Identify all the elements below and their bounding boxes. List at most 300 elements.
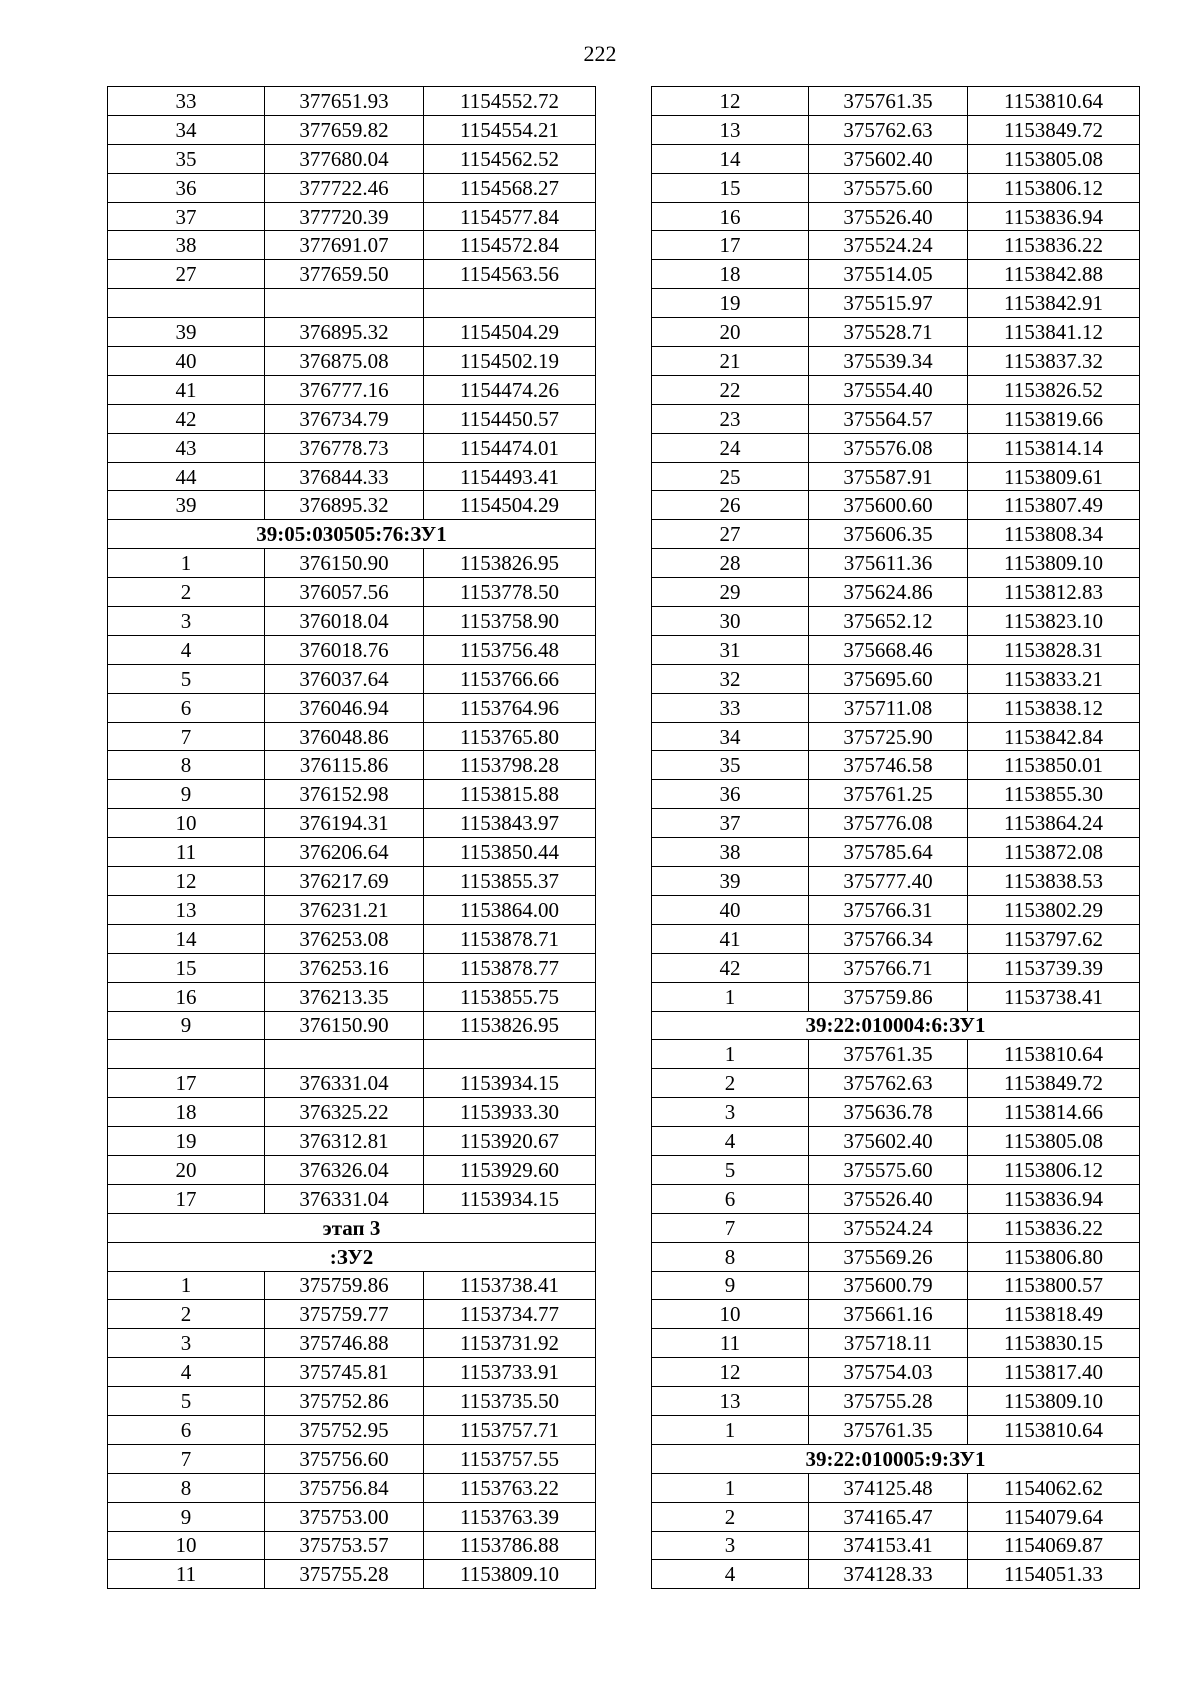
x-coordinate-cell: 376895.32 bbox=[265, 491, 424, 520]
y-coordinate-cell: 1154562.52 bbox=[424, 144, 596, 173]
point-number-cell: 4 bbox=[652, 1560, 809, 1589]
y-coordinate-cell: 1154474.01 bbox=[424, 433, 596, 462]
point-number-cell: 30 bbox=[652, 607, 809, 636]
y-coordinate-cell: 1153864.00 bbox=[424, 895, 596, 924]
x-coordinate-cell: 375761.35 bbox=[809, 1415, 968, 1444]
table-row bbox=[652, 347, 1140, 376]
x-coordinate-cell: 377659.50 bbox=[265, 260, 424, 289]
x-coordinate-cell: 375575.60 bbox=[809, 173, 968, 202]
point-number-cell: 33 bbox=[652, 693, 809, 722]
y-coordinate-cell: 1153842.88 bbox=[968, 260, 1140, 289]
y-coordinate-cell: 1153764.96 bbox=[424, 693, 596, 722]
table-row bbox=[108, 404, 596, 433]
x-coordinate-cell: 375746.88 bbox=[265, 1329, 424, 1358]
table-row bbox=[652, 231, 1140, 260]
x-coordinate-cell: 376777.16 bbox=[265, 375, 424, 404]
table-row bbox=[652, 404, 1140, 433]
x-coordinate-cell: 375526.40 bbox=[809, 202, 968, 231]
y-coordinate-cell: 1154572.84 bbox=[424, 231, 596, 260]
table-row bbox=[108, 693, 596, 722]
x-coordinate-cell: 375754.03 bbox=[809, 1358, 968, 1387]
table-row bbox=[652, 1069, 1140, 1098]
y-coordinate-cell: 1154450.57 bbox=[424, 404, 596, 433]
x-coordinate-cell: 375652.12 bbox=[809, 607, 968, 636]
x-coordinate-cell: 375600.79 bbox=[809, 1271, 968, 1300]
x-coordinate-cell: 376325.22 bbox=[265, 1098, 424, 1127]
y-coordinate-cell: 1153805.08 bbox=[968, 1127, 1140, 1156]
point-number-cell: 11 bbox=[652, 1329, 809, 1358]
table-row bbox=[652, 578, 1140, 607]
y-coordinate-cell: 1153819.66 bbox=[968, 404, 1140, 433]
y-coordinate-cell: 1153757.55 bbox=[424, 1444, 596, 1473]
table-row bbox=[108, 1040, 596, 1069]
x-coordinate-cell: 375766.34 bbox=[809, 924, 968, 953]
point-number-cell: 32 bbox=[652, 664, 809, 693]
table-row bbox=[652, 1271, 1140, 1300]
x-coordinate-cell: 376115.86 bbox=[265, 751, 424, 780]
point-number-cell: 12 bbox=[652, 87, 809, 116]
point-number-cell: 38 bbox=[652, 838, 809, 867]
y-coordinate-cell: 1154079.64 bbox=[968, 1502, 1140, 1531]
table-row bbox=[108, 1069, 596, 1098]
y-coordinate-cell: 1153812.83 bbox=[968, 578, 1140, 607]
point-number-cell: 4 bbox=[108, 1358, 265, 1387]
point-number-cell bbox=[108, 289, 265, 318]
y-coordinate-cell: 1153817.40 bbox=[968, 1358, 1140, 1387]
point-number-cell: 7 bbox=[108, 1444, 265, 1473]
table-row bbox=[652, 1155, 1140, 1184]
x-coordinate-cell: 376152.98 bbox=[265, 780, 424, 809]
point-number-cell: 25 bbox=[652, 462, 809, 491]
x-coordinate-cell: 376057.56 bbox=[265, 578, 424, 607]
table-row bbox=[652, 635, 1140, 664]
x-coordinate-cell: 376217.69 bbox=[265, 867, 424, 896]
x-coordinate-cell: 375759.86 bbox=[809, 982, 968, 1011]
table-row bbox=[652, 693, 1140, 722]
y-coordinate-cell: 1154502.19 bbox=[424, 347, 596, 376]
x-coordinate-cell: 376048.86 bbox=[265, 722, 424, 751]
point-number-cell: 3 bbox=[652, 1098, 809, 1127]
table-row bbox=[652, 173, 1140, 202]
table-row bbox=[652, 838, 1140, 867]
table-row bbox=[652, 375, 1140, 404]
x-coordinate-cell: 376253.08 bbox=[265, 924, 424, 953]
table-row bbox=[108, 1502, 596, 1531]
table-row bbox=[108, 115, 596, 144]
x-coordinate-cell: 374125.48 bbox=[809, 1473, 968, 1502]
point-number-cell: 26 bbox=[652, 491, 809, 520]
table-row bbox=[652, 1473, 1140, 1502]
table-row bbox=[108, 1415, 596, 1444]
table-row bbox=[652, 722, 1140, 751]
y-coordinate-cell: 1153806.12 bbox=[968, 1155, 1140, 1184]
point-number-cell: 31 bbox=[652, 635, 809, 664]
y-coordinate-cell: 1153809.10 bbox=[968, 1387, 1140, 1416]
table-row bbox=[108, 173, 596, 202]
table-row bbox=[108, 1155, 596, 1184]
point-number-cell: 39 bbox=[108, 491, 265, 520]
section-header-row bbox=[108, 1213, 596, 1242]
x-coordinate-cell: 375515.97 bbox=[809, 289, 968, 318]
point-number-cell: 37 bbox=[652, 809, 809, 838]
table-row bbox=[652, 318, 1140, 347]
x-coordinate-cell: 375624.86 bbox=[809, 578, 968, 607]
table-row bbox=[108, 231, 596, 260]
point-number-cell: 1 bbox=[652, 1040, 809, 1069]
y-coordinate-cell: 1153810.64 bbox=[968, 87, 1140, 116]
table-row bbox=[652, 1358, 1140, 1387]
section-header-row bbox=[108, 1242, 596, 1271]
section-header: 39:05:030505:76:ЗУ1 bbox=[108, 520, 596, 549]
y-coordinate-cell: 1153836.22 bbox=[968, 231, 1140, 260]
y-coordinate-cell: 1153826.95 bbox=[424, 1011, 596, 1040]
section-header: 39:22:010005:9:ЗУ1 bbox=[652, 1444, 1140, 1473]
y-coordinate-cell: 1153842.84 bbox=[968, 722, 1140, 751]
x-coordinate-cell: 375752.86 bbox=[265, 1387, 424, 1416]
table-row bbox=[652, 289, 1140, 318]
point-number-cell: 1 bbox=[108, 1271, 265, 1300]
x-coordinate-cell: 376213.35 bbox=[265, 982, 424, 1011]
y-coordinate-cell: 1153838.53 bbox=[968, 867, 1140, 896]
table-row bbox=[652, 1098, 1140, 1127]
x-coordinate-cell: 375661.16 bbox=[809, 1300, 968, 1329]
table-row bbox=[108, 982, 596, 1011]
table-row bbox=[652, 1531, 1140, 1560]
table-row bbox=[108, 202, 596, 231]
point-number-cell: 34 bbox=[108, 115, 265, 144]
table-row bbox=[652, 462, 1140, 491]
point-number-cell: 36 bbox=[652, 780, 809, 809]
point-number-cell: 22 bbox=[652, 375, 809, 404]
point-number-cell: 14 bbox=[108, 924, 265, 953]
section-header-row bbox=[108, 520, 596, 549]
table-row bbox=[652, 87, 1140, 116]
table-row bbox=[108, 1127, 596, 1156]
table-row bbox=[108, 1329, 596, 1358]
y-coordinate-cell: 1153800.57 bbox=[968, 1271, 1140, 1300]
y-coordinate-cell: 1153731.92 bbox=[424, 1329, 596, 1358]
point-number-cell: 7 bbox=[108, 722, 265, 751]
point-number-cell: 27 bbox=[652, 520, 809, 549]
point-number-cell: 11 bbox=[108, 1560, 265, 1589]
table-row bbox=[108, 751, 596, 780]
table-row bbox=[652, 982, 1140, 1011]
x-coordinate-cell: 375695.60 bbox=[809, 664, 968, 693]
y-coordinate-cell: 1153766.66 bbox=[424, 664, 596, 693]
table-row bbox=[108, 953, 596, 982]
x-coordinate-cell: 376326.04 bbox=[265, 1155, 424, 1184]
point-number-cell: 34 bbox=[652, 722, 809, 751]
x-coordinate-cell: 375752.95 bbox=[265, 1415, 424, 1444]
x-coordinate-cell: 376037.64 bbox=[265, 664, 424, 693]
x-coordinate-cell: 377680.04 bbox=[265, 144, 424, 173]
point-number-cell: 3 bbox=[652, 1531, 809, 1560]
table-row bbox=[108, 347, 596, 376]
section-header: 39:22:010004:6:ЗУ1 bbox=[652, 1011, 1140, 1040]
y-coordinate-cell: 1153855.30 bbox=[968, 780, 1140, 809]
point-number-cell: 19 bbox=[652, 289, 809, 318]
table-row bbox=[652, 1040, 1140, 1069]
y-coordinate-cell: 1153830.15 bbox=[968, 1329, 1140, 1358]
table-row bbox=[108, 664, 596, 693]
x-coordinate-cell: 375756.60 bbox=[265, 1444, 424, 1473]
y-coordinate-cell: 1153809.61 bbox=[968, 462, 1140, 491]
y-coordinate-cell: 1153837.32 bbox=[968, 347, 1140, 376]
point-number-cell: 1 bbox=[652, 1415, 809, 1444]
point-number-cell: 10 bbox=[652, 1300, 809, 1329]
y-coordinate-cell: 1153733.91 bbox=[424, 1358, 596, 1387]
y-coordinate-cell: 1153806.80 bbox=[968, 1242, 1140, 1271]
x-coordinate-cell: 375759.86 bbox=[265, 1271, 424, 1300]
y-coordinate-cell: 1153763.39 bbox=[424, 1502, 596, 1531]
point-number-cell: 11 bbox=[108, 838, 265, 867]
point-number-cell: 17 bbox=[652, 231, 809, 260]
x-coordinate-cell: 375753.00 bbox=[265, 1502, 424, 1531]
point-number-cell: 5 bbox=[108, 1387, 265, 1416]
point-number-cell: 16 bbox=[652, 202, 809, 231]
y-coordinate-cell: 1153850.01 bbox=[968, 751, 1140, 780]
y-coordinate-cell: 1153806.12 bbox=[968, 173, 1140, 202]
y-coordinate-cell: 1153929.60 bbox=[424, 1155, 596, 1184]
point-number-cell: 19 bbox=[108, 1127, 265, 1156]
y-coordinate-cell: 1153738.41 bbox=[424, 1271, 596, 1300]
x-coordinate-cell: 375759.77 bbox=[265, 1300, 424, 1329]
table-row bbox=[108, 1444, 596, 1473]
point-number-cell: 9 bbox=[108, 1011, 265, 1040]
point-number-cell: 8 bbox=[108, 1473, 265, 1502]
table-row bbox=[652, 1387, 1140, 1416]
section-header: :ЗУ2 bbox=[108, 1242, 596, 1271]
x-coordinate-cell: 375606.35 bbox=[809, 520, 968, 549]
y-coordinate-cell: 1153828.31 bbox=[968, 635, 1140, 664]
x-coordinate-cell: 376253.16 bbox=[265, 953, 424, 982]
x-coordinate-cell: 374165.47 bbox=[809, 1502, 968, 1531]
y-coordinate-cell: 1153850.44 bbox=[424, 838, 596, 867]
x-coordinate-cell: 376844.33 bbox=[265, 462, 424, 491]
y-coordinate-cell: 1153802.29 bbox=[968, 895, 1140, 924]
x-coordinate-cell: 374128.33 bbox=[809, 1560, 968, 1589]
y-coordinate-cell: 1153833.21 bbox=[968, 664, 1140, 693]
y-coordinate-cell: 1153815.88 bbox=[424, 780, 596, 809]
x-coordinate-cell: 375539.34 bbox=[809, 347, 968, 376]
table-row bbox=[108, 578, 596, 607]
table-row bbox=[652, 895, 1140, 924]
x-coordinate-cell: 375554.40 bbox=[809, 375, 968, 404]
section-header: этап 3 bbox=[108, 1213, 596, 1242]
table-row bbox=[652, 664, 1140, 693]
x-coordinate-cell: 375756.84 bbox=[265, 1473, 424, 1502]
point-number-cell: 42 bbox=[108, 404, 265, 433]
y-coordinate-cell: 1153818.49 bbox=[968, 1300, 1140, 1329]
point-number-cell: 6 bbox=[108, 1415, 265, 1444]
table-row bbox=[108, 1531, 596, 1560]
point-number-cell: 12 bbox=[108, 867, 265, 896]
table-row bbox=[652, 1502, 1140, 1531]
section-header-row bbox=[652, 1011, 1140, 1040]
x-coordinate-cell: 376150.90 bbox=[265, 549, 424, 578]
point-number-cell: 12 bbox=[652, 1358, 809, 1387]
point-number-cell: 33 bbox=[108, 87, 265, 116]
y-coordinate-cell: 1154504.29 bbox=[424, 491, 596, 520]
point-number-cell: 37 bbox=[108, 202, 265, 231]
point-number-cell: 3 bbox=[108, 607, 265, 636]
x-coordinate-cell: 376331.04 bbox=[265, 1069, 424, 1098]
y-coordinate-cell: 1153809.10 bbox=[968, 549, 1140, 578]
table-row bbox=[108, 87, 596, 116]
x-coordinate-cell: 375569.26 bbox=[809, 1242, 968, 1271]
table-row bbox=[108, 549, 596, 578]
y-coordinate-cell: 1153814.66 bbox=[968, 1098, 1140, 1127]
y-coordinate-cell: 1153849.72 bbox=[968, 115, 1140, 144]
y-coordinate-cell: 1153735.50 bbox=[424, 1387, 596, 1416]
table-row bbox=[652, 809, 1140, 838]
point-number-cell: 15 bbox=[108, 953, 265, 982]
x-coordinate-cell: 375762.63 bbox=[809, 115, 968, 144]
table-row bbox=[652, 520, 1140, 549]
y-coordinate-cell: 1153836.94 bbox=[968, 1184, 1140, 1213]
point-number-cell: 8 bbox=[108, 751, 265, 780]
table-row bbox=[108, 1473, 596, 1502]
point-number-cell: 13 bbox=[652, 115, 809, 144]
table-row bbox=[108, 1300, 596, 1329]
point-number-cell: 36 bbox=[108, 173, 265, 202]
table-row bbox=[652, 115, 1140, 144]
point-number-cell: 14 bbox=[652, 144, 809, 173]
point-number-cell: 41 bbox=[108, 375, 265, 404]
y-coordinate-cell: 1154051.33 bbox=[968, 1560, 1140, 1589]
x-coordinate-cell: 376194.31 bbox=[265, 809, 424, 838]
x-coordinate-cell: 375602.40 bbox=[809, 144, 968, 173]
x-coordinate-cell: 377651.93 bbox=[265, 87, 424, 116]
y-coordinate-cell: 1153855.75 bbox=[424, 982, 596, 1011]
table-row bbox=[108, 260, 596, 289]
table-row bbox=[652, 1329, 1140, 1358]
y-coordinate-cell: 1154493.41 bbox=[424, 462, 596, 491]
y-coordinate-cell: 1153934.15 bbox=[424, 1184, 596, 1213]
table-row bbox=[108, 722, 596, 751]
x-coordinate-cell: 375761.35 bbox=[809, 87, 968, 116]
point-number-cell: 20 bbox=[108, 1155, 265, 1184]
x-coordinate-cell: 375753.57 bbox=[265, 1531, 424, 1560]
y-coordinate-cell: 1154568.27 bbox=[424, 173, 596, 202]
table-row bbox=[108, 1358, 596, 1387]
x-coordinate-cell: 375711.08 bbox=[809, 693, 968, 722]
x-coordinate-cell: 376150.90 bbox=[265, 1011, 424, 1040]
point-number-cell: 42 bbox=[652, 953, 809, 982]
x-coordinate-cell: 376046.94 bbox=[265, 693, 424, 722]
table-row bbox=[652, 1560, 1140, 1589]
x-coordinate-cell: 377659.82 bbox=[265, 115, 424, 144]
table-row bbox=[652, 1127, 1140, 1156]
point-number-cell: 35 bbox=[652, 751, 809, 780]
y-coordinate-cell: 1153810.64 bbox=[968, 1040, 1140, 1069]
y-coordinate-cell: 1153933.30 bbox=[424, 1098, 596, 1127]
table-row bbox=[108, 289, 596, 318]
y-coordinate-cell: 1153826.95 bbox=[424, 549, 596, 578]
x-coordinate-cell: 375755.28 bbox=[809, 1387, 968, 1416]
point-number-cell: 15 bbox=[652, 173, 809, 202]
point-number-cell: 10 bbox=[108, 1531, 265, 1560]
y-coordinate-cell: 1153808.34 bbox=[968, 520, 1140, 549]
point-number-cell: 9 bbox=[108, 780, 265, 809]
table-row bbox=[108, 780, 596, 809]
table-row bbox=[108, 1271, 596, 1300]
point-number-cell: 10 bbox=[108, 809, 265, 838]
point-number-cell: 43 bbox=[108, 433, 265, 462]
x-coordinate-cell bbox=[265, 1040, 424, 1069]
point-number-cell: 20 bbox=[652, 318, 809, 347]
x-coordinate-cell: 375611.36 bbox=[809, 549, 968, 578]
y-coordinate-cell: 1153739.39 bbox=[968, 953, 1140, 982]
x-coordinate-cell: 375785.64 bbox=[809, 838, 968, 867]
point-number-cell: 38 bbox=[108, 231, 265, 260]
y-coordinate-cell: 1154069.87 bbox=[968, 1531, 1140, 1560]
y-coordinate-cell: 1154504.29 bbox=[424, 318, 596, 347]
table-row bbox=[652, 1213, 1140, 1242]
point-number-cell: 9 bbox=[652, 1271, 809, 1300]
table-row bbox=[108, 635, 596, 664]
x-coordinate-cell: 375776.08 bbox=[809, 809, 968, 838]
table-row bbox=[108, 838, 596, 867]
x-coordinate-cell: 375746.58 bbox=[809, 751, 968, 780]
x-coordinate-cell: 377722.46 bbox=[265, 173, 424, 202]
point-number-cell: 41 bbox=[652, 924, 809, 953]
x-coordinate-cell: 374153.41 bbox=[809, 1531, 968, 1560]
x-coordinate-cell: 375602.40 bbox=[809, 1127, 968, 1156]
point-number-cell: 2 bbox=[108, 578, 265, 607]
y-coordinate-cell: 1153765.80 bbox=[424, 722, 596, 751]
point-number-cell: 16 bbox=[108, 982, 265, 1011]
table-row bbox=[652, 867, 1140, 896]
y-coordinate-cell: 1153805.08 bbox=[968, 144, 1140, 173]
x-coordinate-cell: 376312.81 bbox=[265, 1127, 424, 1156]
table-row bbox=[108, 462, 596, 491]
page-number: 222 bbox=[583, 41, 617, 66]
table-row bbox=[108, 867, 596, 896]
y-coordinate-cell: 1153855.37 bbox=[424, 867, 596, 896]
table-row bbox=[652, 144, 1140, 173]
y-coordinate-cell: 1153826.52 bbox=[968, 375, 1140, 404]
table-row bbox=[652, 751, 1140, 780]
table-row bbox=[108, 433, 596, 462]
table-row bbox=[108, 924, 596, 953]
table-row bbox=[108, 375, 596, 404]
x-coordinate-cell: 376331.04 bbox=[265, 1184, 424, 1213]
point-number-cell: 27 bbox=[108, 260, 265, 289]
table-row bbox=[108, 1098, 596, 1127]
point-number-cell: 28 bbox=[652, 549, 809, 578]
point-number-cell: 3 bbox=[108, 1329, 265, 1358]
coordinates-table-left bbox=[107, 86, 596, 1589]
x-coordinate-cell bbox=[265, 289, 424, 318]
y-coordinate-cell: 1153872.08 bbox=[968, 838, 1140, 867]
x-coordinate-cell: 375766.31 bbox=[809, 895, 968, 924]
y-coordinate-cell: 1154474.26 bbox=[424, 375, 596, 404]
y-coordinate-cell: 1154062.62 bbox=[968, 1473, 1140, 1502]
x-coordinate-cell: 375575.60 bbox=[809, 1155, 968, 1184]
x-coordinate-cell: 375761.25 bbox=[809, 780, 968, 809]
point-number-cell: 2 bbox=[652, 1502, 809, 1531]
y-coordinate-cell: 1154577.84 bbox=[424, 202, 596, 231]
x-coordinate-cell: 376778.73 bbox=[265, 433, 424, 462]
y-coordinate-cell: 1154554.21 bbox=[424, 115, 596, 144]
x-coordinate-cell: 377691.07 bbox=[265, 231, 424, 260]
table-row bbox=[652, 924, 1140, 953]
table-row bbox=[652, 1415, 1140, 1444]
y-coordinate-cell: 1153756.48 bbox=[424, 635, 596, 664]
y-coordinate-cell: 1153757.71 bbox=[424, 1415, 596, 1444]
y-coordinate-cell: 1153843.97 bbox=[424, 809, 596, 838]
